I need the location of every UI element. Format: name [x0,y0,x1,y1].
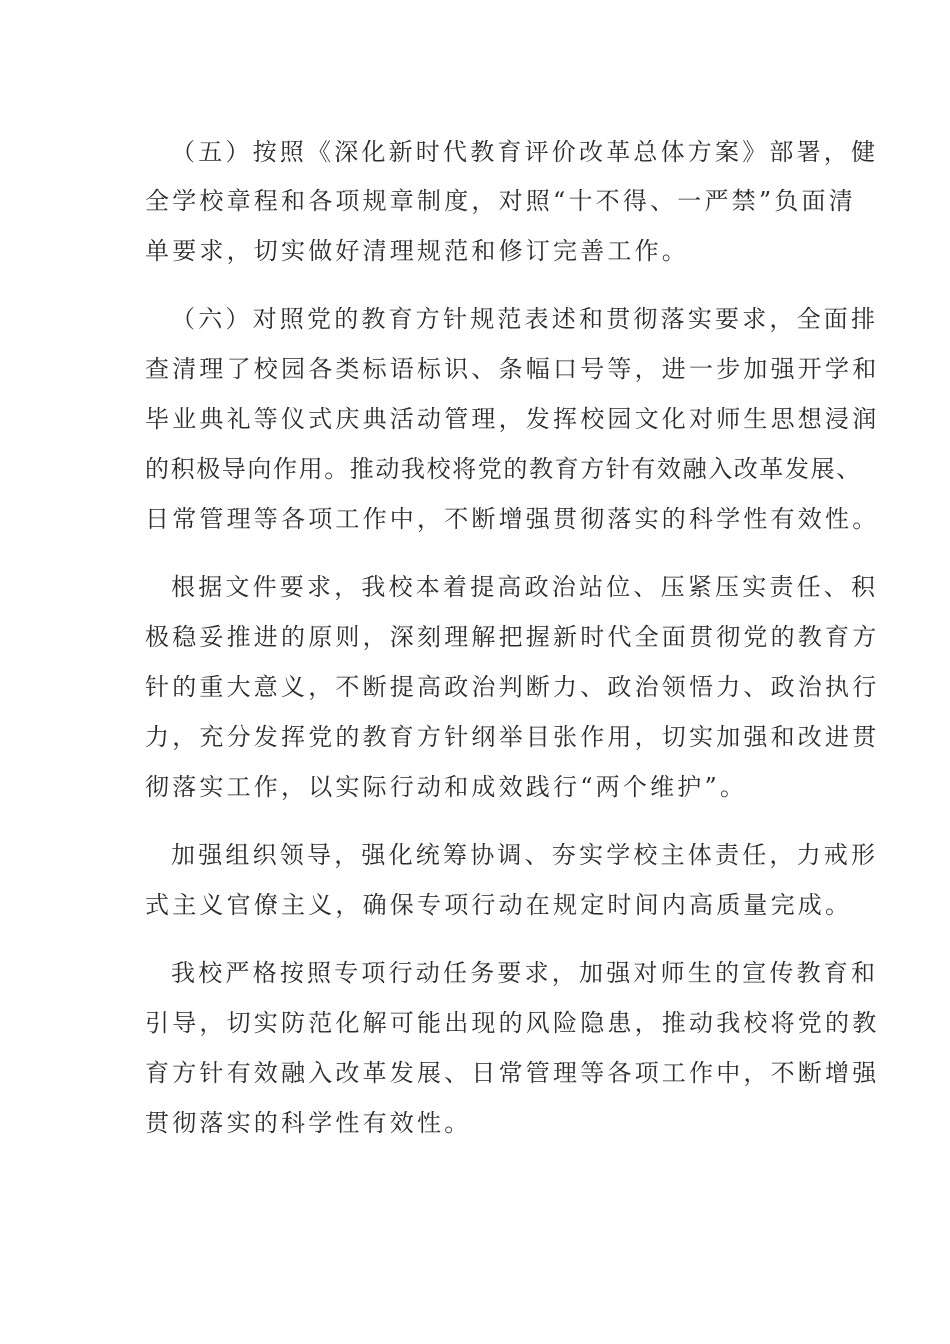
paragraph-line: 加强组织领导，强化统筹协调、夯实学校主体责任，力戒形 [171,841,879,869]
paragraph-line: 根据文件要求，我校本着提高政治站位、压紧压实责任、积 [171,573,879,601]
paragraph-line: （五）按照《深化新时代教育评价改革总体方案》部署，健 [171,138,879,166]
paragraph-line: 的积极导向作用。推动我校将党的教育方针有效融入改革发展、 [145,455,862,483]
paragraph-line: 毕业典礼等仪式庆典活动管理，发挥校园文化对师生思想浸润 [145,405,880,433]
paragraph-line: 查清理了校园各类标语标识、条幅口号等，进一步加强开学和 [145,355,880,383]
paragraph-line: 式主义官僚主义，确保专项行动在规定时间内高质量完成。 [145,891,853,919]
paragraph-line: 针的重大意义，不断提高政治判断力、政治领悟力、政治执行 [145,673,880,701]
paragraph-line: 日常管理等各项工作中，不断增强贯彻落实的科学性有效性。 [145,505,880,533]
paragraph-line: 我校严格按照专项行动任务要求，加强对师生的宣传教育和 [171,959,879,987]
paragraph-line: 极稳妥推进的原则，深刻理解把握新时代全面贯彻党的教育方 [145,623,880,651]
paragraph-line: 单要求，切实做好清理规范和修订完善工作。 [145,237,689,265]
paragraph-line: 力，充分发挥党的教育方针纲举目张作用，切实加强和改进贯 [145,723,880,751]
paragraph-line: 育方针有效融入改革发展、日常管理等各项工作中，不断增强 [145,1059,880,1087]
paragraph-line: 彻落实工作，以实际行动和成效践行“两个维护”。 [145,773,748,801]
paragraph-line: 全学校章程和各项规章制度，对照“十不得、一严禁”负面清 [145,187,856,215]
paragraph-line: 引导，切实防范化解可能出现的风险隐患，推动我校将党的教 [145,1009,880,1037]
paragraph-line: （六）对照党的教育方针规范表述和贯彻落实要求，全面排 [171,305,879,333]
paragraph-line: 贯彻落实的科学性有效性。 [145,1109,472,1137]
